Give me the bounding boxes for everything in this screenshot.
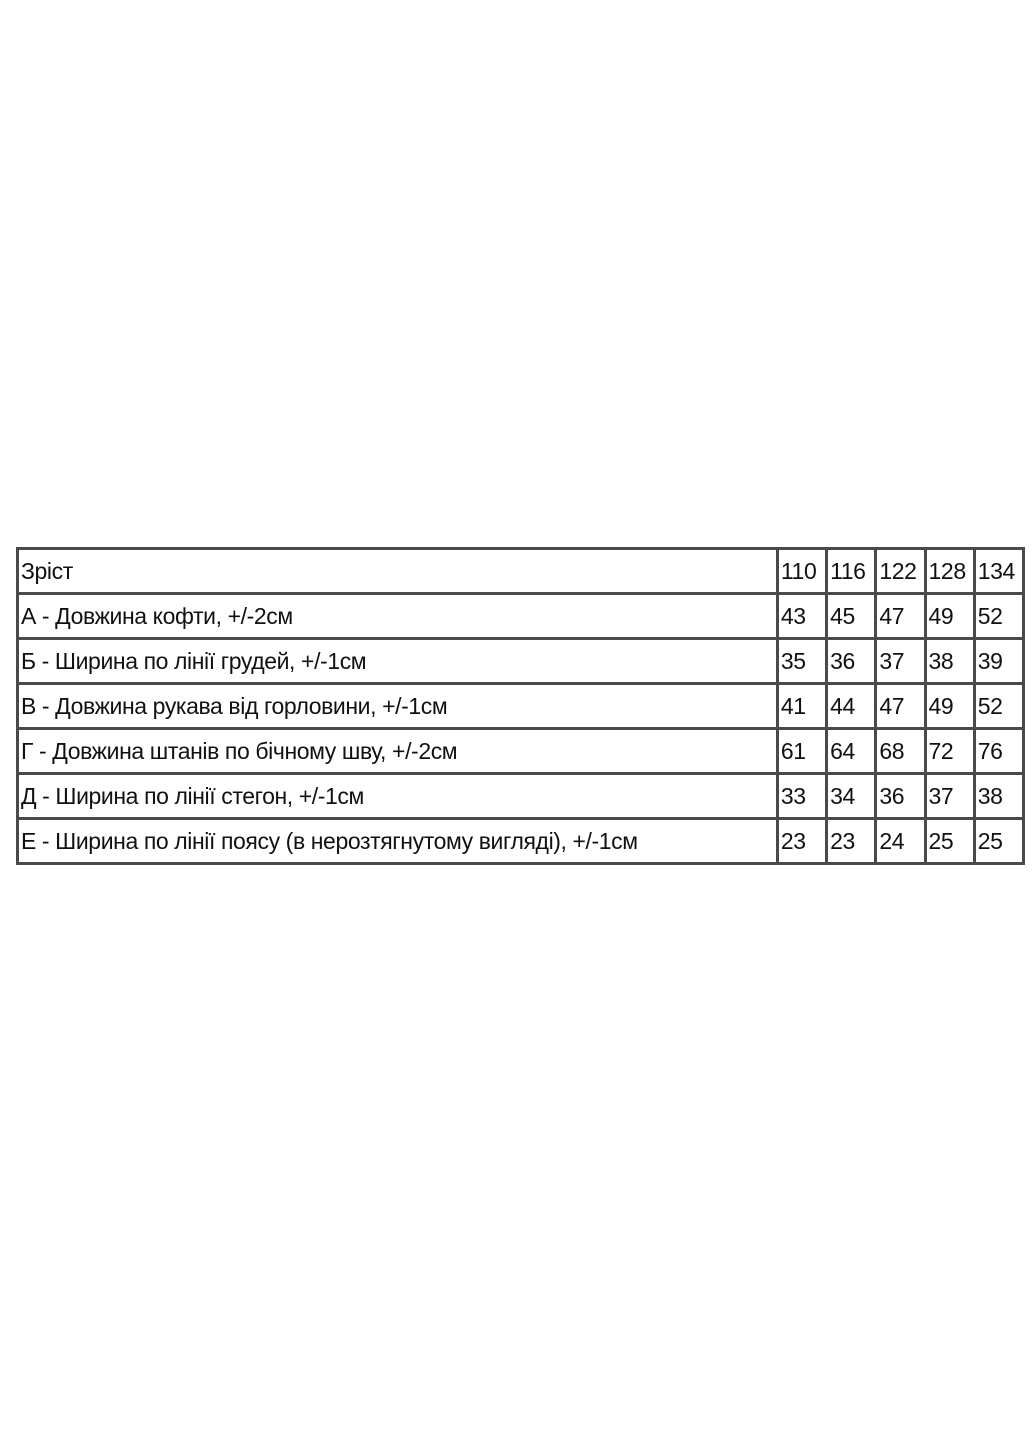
table-row (18, 774, 1024, 819)
measurement-value: 23 (827, 819, 876, 864)
measurement-value: 47 (876, 684, 925, 729)
measurement-value: 23 (777, 819, 826, 864)
measurement-value: 44 (827, 684, 876, 729)
measurement-value: 41 (777, 684, 826, 729)
measurement-value: 49 (925, 684, 974, 729)
measurement-label: Б - Ширина по лінії грудей, +/-1см (18, 639, 778, 684)
measurement-value: 43 (777, 594, 826, 639)
measurement-label: Г - Довжина штанів по бічному шву, +/-2см (18, 729, 778, 774)
measurement-value: 33 (777, 774, 826, 819)
table-row (18, 594, 1024, 639)
measurement-value: 52 (974, 684, 1023, 729)
measurement-value: 39 (974, 639, 1023, 684)
table-row (18, 684, 1024, 729)
measurement-label: Д - Ширина по лінії стегон, +/-1см (18, 774, 778, 819)
measurement-value: 47 (876, 594, 925, 639)
table-header-row (18, 549, 1024, 594)
measurement-value: 64 (827, 729, 876, 774)
size-header-cell: 116 (827, 549, 876, 594)
measurement-value: 68 (876, 729, 925, 774)
measurement-label: В - Довжина рукава від горловини, +/-1см (18, 684, 778, 729)
measurement-value: 49 (925, 594, 974, 639)
table-row (18, 729, 1024, 774)
measurement-value: 24 (876, 819, 925, 864)
measurement-value: 36 (876, 774, 925, 819)
size-header-cell: 134 (974, 549, 1023, 594)
measurement-label: А - Довжина кофти, +/-2см (18, 594, 778, 639)
size-header-cell: 122 (876, 549, 925, 594)
measurement-value: 52 (974, 594, 1023, 639)
size-chart-table (16, 547, 1025, 865)
measurement-value: 35 (777, 639, 826, 684)
measurement-value: 34 (827, 774, 876, 819)
measurement-value: 36 (827, 639, 876, 684)
size-header-cell: 110 (777, 549, 826, 594)
size-header-cell: 128 (925, 549, 974, 594)
measurement-value: 61 (777, 729, 826, 774)
measurement-value: 38 (974, 774, 1023, 819)
measurement-value: 38 (925, 639, 974, 684)
measurement-value: 45 (827, 594, 876, 639)
table-row (18, 639, 1024, 684)
height-header-label: Зріст (18, 549, 778, 594)
measurement-value: 25 (925, 819, 974, 864)
measurement-value: 72 (925, 729, 974, 774)
measurement-value: 37 (925, 774, 974, 819)
table-row (18, 819, 1024, 864)
measurement-value: 37 (876, 639, 925, 684)
measurement-value: 76 (974, 729, 1023, 774)
measurement-label: Е - Ширина по лінії поясу (в нерозтягнутому вигляді), +/-1см (18, 819, 778, 864)
measurement-value: 25 (974, 819, 1023, 864)
